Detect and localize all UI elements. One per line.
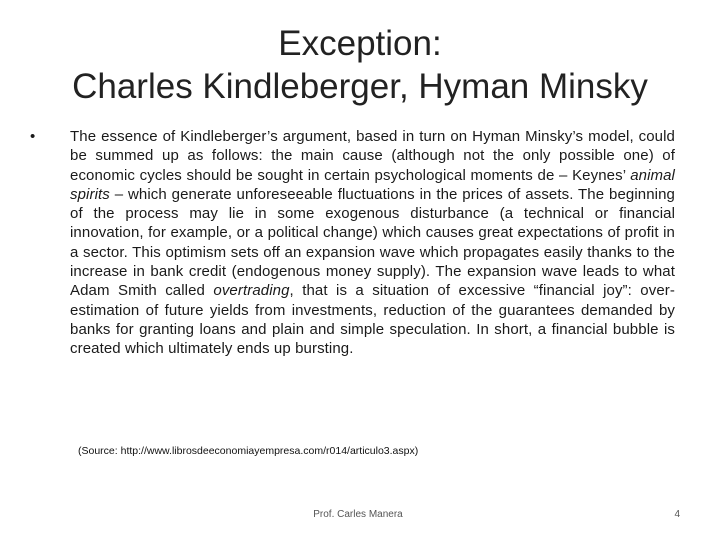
- slide-title: [20, 22, 700, 108]
- bullet-text: [70, 127, 675, 359]
- bullet-point: [30, 127, 675, 359]
- footer-author: Prof. Carles Manera: [313, 509, 403, 520]
- body-text-part-3: , that is a situation of excessive “financial joy”: over-estimation of future yields from investments, reduction of the guarantees demanded by banks for granting loans and plain and simple speculation. In short, a financial bubble is created which ultimately ends up bursting.: [70, 282, 675, 358]
- page-number: 4: [674, 509, 680, 520]
- body-text-part-2: – which generate unforeseeable fluctuations in the prices of assets. The beginning of the process may lie in some exogenous disturbance (a technical or financial innovation, for example, or a political change) which causes great expectations of profit in a sector. This optimism sets off an expansion wave which propagates easily thanks to the increase in bank credit (endogenous money supply). The expansion wave leads to what Adam Smith called: [70, 185, 675, 300]
- title-line-2: Charles Kindleberger, Hyman Minsky: [72, 67, 648, 106]
- body-italic-animal-spirits: animal spirits: [70, 166, 675, 203]
- source-citation: (Source: http://www.librosdeeconomiayempresa.com/r014/articulo3.aspx): [78, 445, 419, 457]
- body-text-part-1: The essence of Kindleberger’s argument, based in turn on Hyman Minsky’s model, could be summed up as follows: the main cause (although not the only possible one) of economic cycles should be sought in certain psychological moments de – Keynes’: [70, 128, 675, 184]
- title-line-1: Exception:: [278, 24, 442, 63]
- body-italic-overtrading: overtrading: [213, 282, 290, 300]
- bullet-icon: •: [30, 128, 36, 145]
